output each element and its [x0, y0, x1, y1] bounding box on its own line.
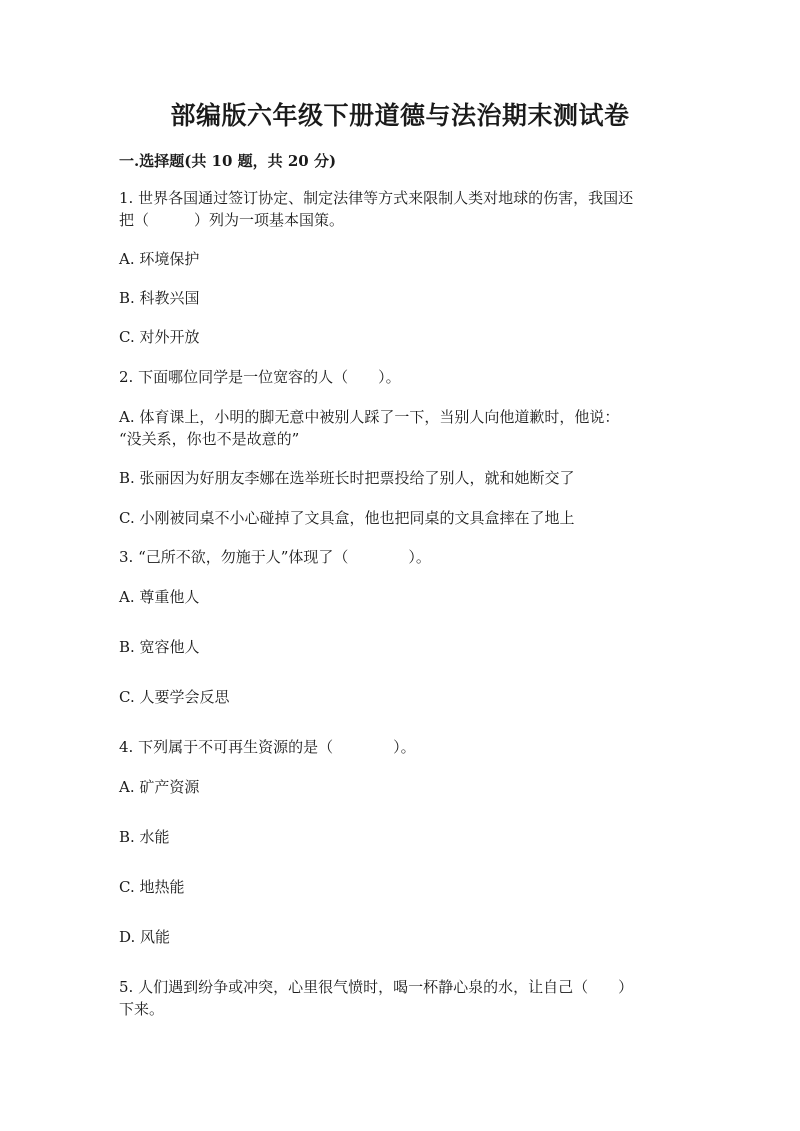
question-1-stem-line-2: 把（ ）列为一项基本国策。 — [119, 211, 345, 229]
question-2-option-b: B. 张丽因为好朋友李娜在选举班长时把票投给了别人，就和她断交了 — [119, 469, 575, 487]
question-4-stem: 4. 下列属于不可再生资源的是（ ）。 — [119, 738, 416, 756]
page-title: 部编版六年级下册道德与法治期末测试卷 — [170, 101, 630, 130]
question-4-option-b: B. 水能 — [119, 828, 170, 846]
question-1-option-c: C. 对外开放 — [119, 328, 200, 346]
question-1-option-b: B. 科教兴国 — [119, 289, 200, 307]
section-heading: 一.选择题(共 10 题，共 20 分) — [119, 152, 337, 170]
question-4-option-c: C. 地热能 — [119, 878, 185, 896]
question-1-stem-line-1: 1. 世界各国通过签订协定、制定法律等方式来限制人类对地球的伤害，我国还 — [119, 189, 634, 207]
question-4-option-a: A. 矿产资源 — [119, 778, 200, 796]
question-5-stem-line-1: 5. 人们遇到纷争或冲突，心里很气愤时，喝一杯静心泉的水，让自己（ ） — [119, 978, 634, 996]
question-1-option-a: A. 环境保护 — [119, 250, 200, 268]
question-3-stem: 3. “己所不欲，勿施于人”体现了（ ）。 — [119, 548, 431, 566]
question-3-option-a: A. 尊重他人 — [119, 588, 200, 606]
question-2-option-a-line-2: “没关系，你也不是故意的” — [119, 430, 300, 448]
question-3-option-c: C. 人要学会反思 — [119, 688, 230, 706]
question-3-option-b: B. 宽容他人 — [119, 638, 200, 656]
question-2-option-a-line-1: A. 体育课上，小明的脚无意中被别人踩了一下，当别人向他道歉时，他说： — [119, 408, 620, 426]
question-4-option-d: D. 风能 — [119, 928, 171, 946]
question-2-option-c: C. 小刚被同桌不小心碰掉了文具盒，他也把同桌的文具盒摔在了地上 — [119, 509, 575, 527]
question-2-stem: 2. 下面哪位同学是一位宽容的人（ ）。 — [119, 368, 401, 386]
question-5-stem-line-2: 下来。 — [119, 1000, 165, 1018]
